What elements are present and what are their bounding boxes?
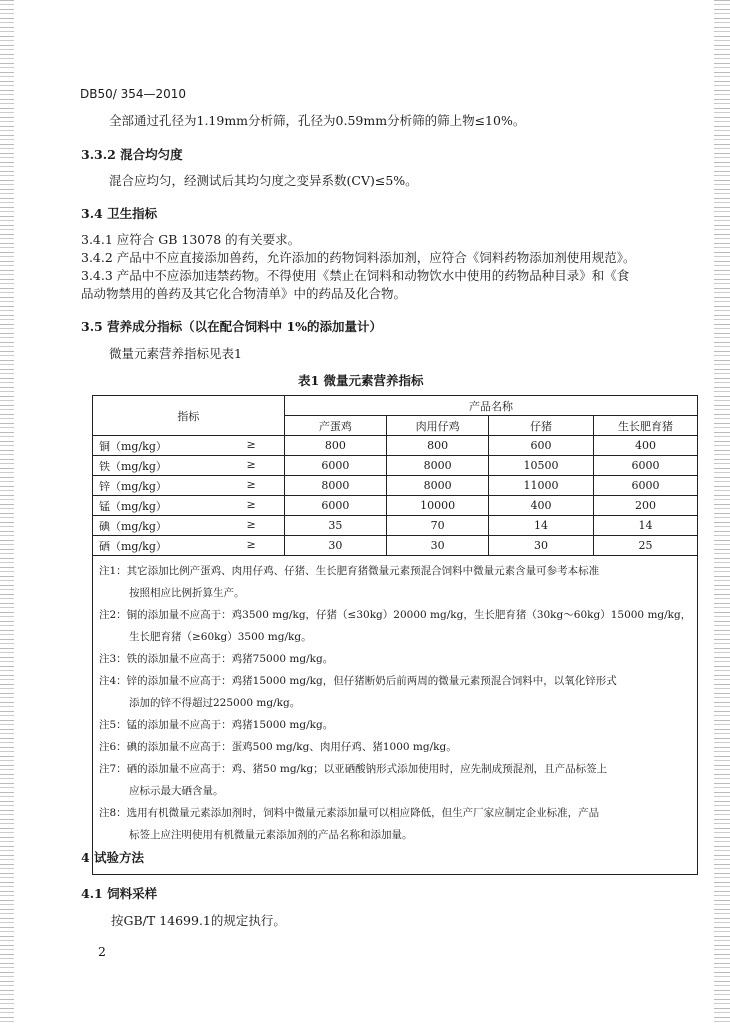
cell-value: 6000 [593, 456, 698, 476]
row-label: 锰（mg/kg） [99, 499, 167, 513]
cell-value: 10500 [489, 456, 593, 476]
cell-value: 800 [386, 436, 488, 456]
note-2-line-1: 注2：铜的添加量不应高于：鸡3500 mg/kg，仔猪（≤30kg）20000 mg/kg，生长肥育猪（30kg～60kg）15000 mg/kg， [99, 609, 692, 621]
cell-value: 400 [593, 436, 698, 456]
clause-3-4-3-line1: 3.4.3 产品中不应添加违禁药物。不得使用《禁止在饲料和动物饮水中使用的药物品种目录》和《食 [81, 268, 630, 283]
cell-value: 6000 [593, 476, 698, 496]
heading-4: 4 试验方法 [81, 850, 145, 865]
page-number: 2 [98, 944, 106, 959]
cell-value: 8000 [284, 476, 386, 496]
cell-value: 600 [489, 436, 593, 456]
note-8-line-2: 标签上应注明使用有机微量元素添加剂的产品名称和添加量。 [129, 829, 413, 841]
note-8-line-1: 注8：选用有机微量元素添加剂时，饲料中微量元素添加量可以相应降低，但生产厂家应制定企业标准，产品 [99, 807, 600, 819]
header-product: 肉用仔鸡 [386, 416, 488, 436]
note-3: 注3：铁的添加量不应高于：鸡猪75000 mg/kg。 [99, 653, 334, 665]
heading-4-1: 4.1 饲料采样 [81, 886, 158, 901]
table-row [93, 536, 698, 556]
note-4-line-2: 添加的锌不得超过225000 mg/kg。 [129, 697, 301, 709]
cell-value: 30 [284, 536, 386, 556]
cell-value: 35 [284, 516, 386, 536]
row-label: 铁（mg/kg） [99, 459, 167, 473]
clause-3-4-3-line2: 品动物禁用的兽药及其它化合物清单》中的药品及化合物。 [81, 286, 407, 301]
cell-value: 10000 [386, 496, 488, 516]
clause-3-4-1: 3.4.1 应符合 GB 13078 的有关要求。 [81, 232, 301, 247]
note-1-line-1: 注1：其它添加比例产蛋鸡、肉用仔鸡、仔猪、生长肥育猪微量元素预混合饲料中微量元素含量可参考本标准 [99, 565, 600, 577]
table-row [93, 516, 698, 536]
cell-value: 30 [489, 536, 593, 556]
scan-edge-left [0, 0, 14, 1024]
header-product: 仔猪 [489, 416, 593, 436]
note-7-line-2: 应标示最大硒含量。 [129, 785, 224, 797]
row-label: 硒（mg/kg） [99, 539, 167, 553]
cell-value: 8000 [386, 456, 488, 476]
ge-symbol: ≥ [246, 497, 256, 511]
cell-value: 30 [386, 536, 488, 556]
ge-symbol: ≥ [246, 437, 256, 451]
ge-symbol: ≥ [246, 537, 256, 551]
header-product: 产蛋鸡 [284, 416, 386, 436]
note-2-line-2: 生长肥育猪（≥60kg）3500 mg/kg。 [129, 631, 312, 643]
header-product-group: 产品名称 [284, 396, 698, 416]
header-indicator: 指标 [93, 396, 285, 436]
cell-value: 11000 [489, 476, 593, 496]
cell-value: 14 [489, 516, 593, 536]
cell-value: 25 [593, 536, 698, 556]
note-4-line-1: 注4：锌的添加量不应高于：鸡猪15000 mg/kg，但仔猪断奶后前两周的微量元素预混合饲料中，以氧化锌形式 [99, 675, 617, 687]
row-label: 锌（mg/kg） [99, 479, 167, 493]
cell-value: 6000 [284, 496, 386, 516]
table-row [93, 476, 698, 496]
row-label: 碘（mg/kg） [99, 519, 167, 533]
cell-value: 6000 [284, 456, 386, 476]
note-5: 注5：锰的添加量不应高于：鸡猪15000 mg/kg。 [99, 719, 334, 731]
cell-value: 70 [386, 516, 488, 536]
cell-value: 8000 [386, 476, 488, 496]
sieve-requirement: 全部通过孔径为1.19mm分析筛，孔径为0.59mm分析筛的筛上物≤10%。 [109, 113, 526, 128]
scan-edge-right [714, 0, 730, 1024]
nutrition-table [92, 395, 698, 875]
notes-row [93, 556, 698, 875]
ge-symbol: ≥ [246, 477, 256, 491]
cell-value: 200 [593, 496, 698, 516]
table-notes [93, 556, 698, 875]
table-row [93, 436, 698, 456]
document-code: DB50/ 354—2010 [80, 87, 187, 101]
row-label: 铜（mg/kg） [99, 439, 167, 453]
cell-value: 800 [284, 436, 386, 456]
table-caption: 表1 微量元素营养指标 [298, 373, 424, 388]
header-product: 生长肥育猪 [593, 416, 698, 436]
heading-3-5: 3.5 营养成分指标（以在配合饲料中 1%的添加量计） [81, 319, 383, 334]
sampling-text: 按GB/T 14699.1的规定执行。 [111, 913, 286, 928]
note-7-line-1: 注7：硒的添加量不应高于：鸡、猪50 mg/kg；以亚硒酸钠形式添加使用时，应先制成预混剂，且产品标签上 [99, 763, 608, 775]
table-reference-text: 微量元素营养指标见表1 [109, 346, 242, 361]
note-6: 注6：碘的添加量不应高于：蛋鸡500 mg/kg、肉用仔鸡、猪1000 mg/kg。 [99, 741, 457, 753]
cell-value: 14 [593, 516, 698, 536]
clause-3-4-2: 3.4.2 产品中不应直接添加兽药，允许添加的药物饲料添加剂，应符合《饲料药物添加剂使用规范》。 [81, 250, 636, 265]
cell-value: 400 [489, 496, 593, 516]
heading-3-3-2: 3.3.2 混合均匀度 [81, 147, 183, 162]
ge-symbol: ≥ [246, 457, 256, 471]
note-1-line-2: 按照相应比例折算生产。 [129, 587, 245, 599]
ge-symbol: ≥ [246, 517, 256, 531]
mix-uniformity-text: 混合应均匀，经测试后其均匀度之变异系数(CV)≤5%。 [109, 173, 418, 188]
table-row [93, 456, 698, 476]
heading-3-4: 3.4 卫生指标 [81, 206, 158, 221]
table-row [93, 496, 698, 516]
